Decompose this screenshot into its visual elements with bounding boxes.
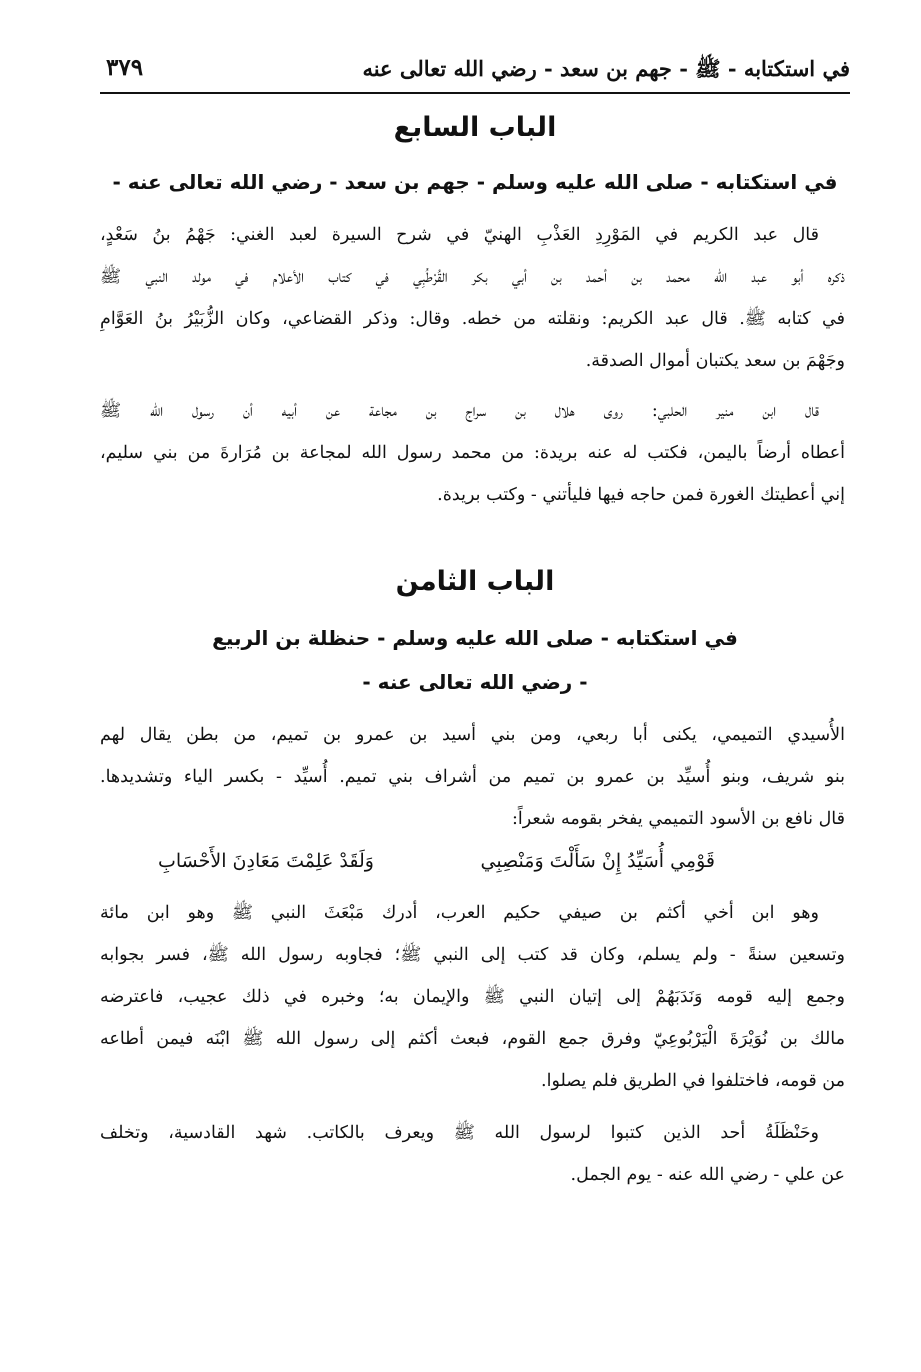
verse-first-hemistich: قَوْمِي أُسَيِّدُ إِنْ سَأَلْتَ وَمَنْصِبِي <box>480 850 715 872</box>
text-line: وجمع إليه قومه وَنَدَبَهُمْ إلى إتيان النبي ﷺ والإيمان به؛ وخبره في ذلك عجيب، فاعترضه <box>100 987 845 1007</box>
text-line: مالك بن نُوَيْرَةَ الْيَرْبُوعِيّ وفرق جمع القوم، فبعث أكثم إلى رسول الله ﷺ ابْنَه فيمن أطاعه <box>100 1029 845 1049</box>
chapter-8-subtitle-line-1: في استكتابه - صلى الله عليه وسلم - حنظلة بن الربيع <box>212 626 738 650</box>
chapter-8-paragraph-3 <box>100 1112 845 1196</box>
poetry-verse <box>100 844 845 884</box>
text-line: ذكره أبو عبد الله محمد بن أحمد بن أبي بكر القُرْطُبِي في كتاب الأعلام في مولد النبي ﷺ <box>100 267 845 287</box>
chapter-7-title: الباب السابع <box>393 112 557 143</box>
verse-second-hemistich: وَلَقَدْ عَلِمْتَ مَعَادِنَ الأَحْسَابِ <box>158 850 374 872</box>
chapter-7-paragraph-2 <box>100 390 845 516</box>
chapter-8-paragraph-2 <box>100 892 845 1102</box>
text-line: قال عبد الكريم في المَوْرِدِ العَذْبِ الهنيّ في شرح السيرة لعبد الغني: جَهْمُ بنُ سَعْدٍ، <box>100 225 819 245</box>
text-line: وحَنْظَلَةُ أحد الذين كتبوا لرسول الله ﷺ ويعرف بالكاتب. شهد القادسية، وتخلف <box>100 1123 819 1143</box>
text-line: وجَهْمَ بن سعد يكتبان أموال الصدقة. <box>585 351 845 371</box>
chapter-8-subtitle-line-2: - رضي الله تعالى عنه - <box>362 670 588 694</box>
text-line: وهو ابن أخي أكثم بن صيفي حكيم العرب، أدرك مَبْعَثَ النبي ﷺ وهو ابن مائة <box>100 903 819 923</box>
text-line: قال نافع بن الأسود التميمي يفخر بقومه شعراً: <box>511 809 845 829</box>
running-title: في استكتابه - ﷺ - جهم بن سعد - رضي الله تعالى عنه <box>362 56 850 81</box>
text-line: من قومه، فاختلفوا في الطريق فلم يصلوا. <box>541 1071 845 1091</box>
chapter-8-paragraph-1 <box>100 714 845 840</box>
text-line: الأُسيدي التميمي، يكنى أبا ربعي، ومن بني أسيد بن عمرو بن تميم، من بطن يقال لهم <box>100 725 845 745</box>
text-line: بنو شريف، وبنو أُسيِّد بن عمرو بن تميم من أشراف بني تميم. أُسيِّد - بكسر الياء وتشديدها. <box>100 767 845 787</box>
page-number: ٣٧٩ <box>106 54 144 81</box>
text-line: في كتابه ﷺ. قال عبد الكريم: ونقلته من خطه. وقال: وذكر القضاعي، وكان الزُّبَيْرُ بنُ العَوَّامِ <box>100 309 845 329</box>
text-line: قال ابن منير الحلبي: روى هلال بن سراج بن مجاعة عن أبيه أن رسول الله ﷺ <box>100 401 819 421</box>
running-header <box>100 52 850 94</box>
text-line: عن علي - رضي الله عنه - يوم الجمل. <box>570 1165 845 1185</box>
chapter-8-title: الباب الثامن <box>395 566 555 597</box>
chapter-7-paragraph-1 <box>100 214 845 382</box>
text-line: أعطاه أرضاً باليمن، فكتب له عنه بريدة: من محمد رسول الله لمجاعة بن مُرَارةَ من بني سليم، <box>100 443 845 463</box>
text-line: وتسعين سنةً - ولم يسلم، وكان قد كتب إلى النبي ﷺ؛ فجاوبه رسول الله ﷺ، فسر بجوابه <box>100 945 845 965</box>
text-line: إني أعطيتك الغورة فمن حاجه فيها فليأتني - وكتب بريدة. <box>437 485 845 505</box>
chapter-7-subtitle: في استكتابه - صلى الله عليه وسلم - جهم بن سعد - رضي الله تعالى عنه - <box>112 170 838 194</box>
